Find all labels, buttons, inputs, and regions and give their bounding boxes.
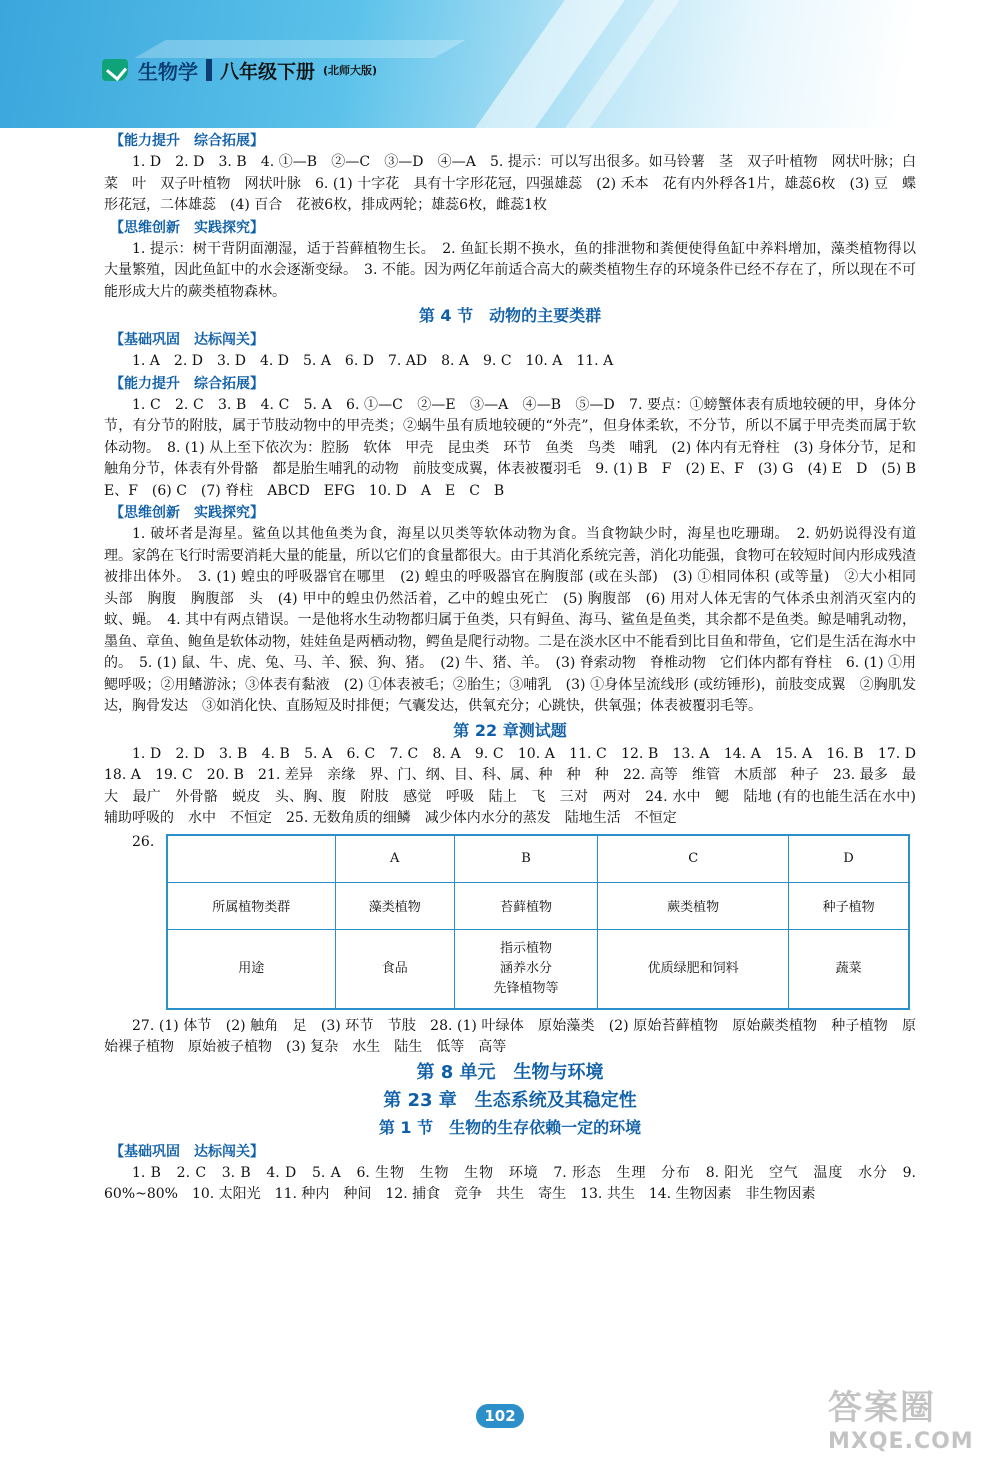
section-heading: 第 4 节 动物的主要类群 <box>418 306 602 325</box>
watermark-top: 答案圈 <box>828 1388 936 1428</box>
section-tag: 【能力提升 综合拓展】 <box>110 375 264 392</box>
section-tag: 【能力提升 综合拓展】 <box>110 133 264 149</box>
section-tag: 【思维创新 实践探究】 <box>110 505 264 521</box>
section-tag: 【基础巩固 达标闯关】 <box>110 332 264 348</box>
table-header-cell: B <box>454 835 597 883</box>
table-cell: 蔬菜 <box>789 929 909 1009</box>
table-header-cell: C <box>598 835 789 883</box>
answer-paragraph: 1. A 2. D 3. D 4. D 5. A 6. D 7. AD 8. A 9. C 10. A 11. A <box>132 353 614 369</box>
table-cell: 蕨类植物 <box>598 882 789 929</box>
subject-title: 生物学 <box>138 59 198 84</box>
section-tag: 【基础巩固 达标闯关】 <box>110 1143 264 1160</box>
section-heading: 第 22 章测试题 <box>453 720 567 740</box>
table-cell <box>454 929 597 1009</box>
table-row-header: 所属植物类群 <box>167 882 335 929</box>
section-heading: 第 1 节 生物的生存依赖一定的环境 <box>378 1117 642 1137</box>
q26-block <box>104 834 916 1010</box>
q26-label: 26. <box>132 833 155 850</box>
chapter-heading: 第 23 章 生态系统及其稳定性 <box>383 1089 637 1111</box>
watermark-bottom: MXQE.COM <box>828 1429 974 1454</box>
answer-paragraph: 1. D 2. D 3. B 4. B 5. A 6. C 7. C 8. A 9. C 10. A 11. C 12. B 13. A 14. A 15. A 16. B 17. D 18. A 19. C 20. B 21. 差异 亲缘 界、门、纲、目、科、属、种 种 种 22. 高等 维管 木质部 种子 23. 最多 最大 最广 外骨骼 蜕皮 头、胸、腹 附肢 感觉 呼吸 陆上 飞 三对 两对 24. 水中 鳃 陆地 (有的也能生活在水中) 辅助呼吸的 水中 不恒定 25. 无数角质的细鳞 减少体内水分的蒸发 陆地生活 不恒定 <box>104 745 930 826</box>
answer-paragraph: 1. B 2. C 3. B 4. D 5. A 6. 生物 生物 生物 环境 7. 形态 生理 分布 8. 阳光 空气 温度 水分 9. 60%~80% 10. 太阳光 11. 种内 种间 12. 捕食 竞争 共生 寄生 13. 共生 14. 生物因素 非生物因素 <box>104 1164 916 1202</box>
watermark-logo <box>828 1380 996 1454</box>
header-banner <box>0 0 1000 128</box>
header-divider <box>206 59 212 81</box>
answer-content <box>104 130 930 1206</box>
check-logo-icon <box>102 59 128 81</box>
table-cell: 食品 <box>335 929 454 1009</box>
plant-groups-table <box>166 834 910 1010</box>
table-cell: 优质绿肥和饲料 <box>598 929 789 1009</box>
answer-paragraph: 27. (1) 体节 (2) 触角 足 (3) 环节 节肢 28. (1) 叶绿体 原始藻类 (2) 原始苔藓植物 原始蕨类植物 种子植物 原始裸子植物 原始被子植物 (3) 复杂 水生 陆生 低等 高等 <box>104 1017 916 1055</box>
table-header-cell: D <box>789 835 909 883</box>
table-cell-line: 涵养水分 <box>500 960 553 976</box>
table-cell: 种子植物 <box>789 882 909 929</box>
answer-paragraph: 1. C 2. C 3. B 4. C 5. A 6. ①—C ②—E ③—A ④—B ⑤—D 7. 要点：①螃蟹体表有质地较硬的甲，身体分节，有分节的附肢，属于节肢动物中的甲壳类；②蜗牛虽有质地较硬的“外壳”，但身体柔软，不分节，所以不属于甲壳类而属于软体动物。 8. (1) 从上至下依次为：腔肠 软体 甲壳 昆虫类 环节 鱼类 鸟类 哺乳 (2) 体内有无脊柱 (3) 身体分节，足和触角分节，体表有外骨骼 都是胎生哺乳的动物 前肢变成翼，体表被覆羽毛 9. (1) B F (2) E、F (3) G (4) E D (5) B E、F (6) C (7) 脊柱 ABCD EFG 10. D A E C B <box>104 396 930 499</box>
table-header-cell: A <box>335 835 454 883</box>
table-header-cell <box>167 835 335 883</box>
table-cell-line: 先锋植物等 <box>493 980 559 996</box>
grade-title: 八年级下册 <box>220 60 316 83</box>
table-cell-line: 指示植物 <box>500 940 553 956</box>
table-cell: 苔藓植物 <box>454 882 597 929</box>
answer-paragraph: 1. 破坏者是海星。鲨鱼以其他鱼类为食，海星以贝类等软体动物为食。当食物缺少时，海星也吃珊瑚。 2. 奶奶说得没有道理。家鸽在飞行时需要消耗大量的能量，所以它们的食量都很大。由于其消化系统完善，消化功能强，食物可在较短时间内形成残渣被排出体外。 3. (1) 蝗虫的呼吸器官在哪里 (2) 蝗虫的呼吸器官在胸腹部 (或在头部) (3) ①相同体积 (或等量) ②大小相同 头部 胸腹 胸腹部 头 (4) 甲中的蝗虫仍然活着，乙中的蝗虫死亡 (5) 胸腹部 (6) 用对人体无害的气体杀虫剂消灭室内的蚊、蝇。 4. 其中有两点错误。一是他将水生动物都归属于鱼类，只有鲟鱼、海马、鲨鱼是鱼类，其余都不是鱼类。鲸是哺乳动物，墨鱼、章鱼、鲍鱼是软体动物，娃娃鱼是两栖动物，鳄鱼是爬行动物。二是在淡水区中不能看到比目鱼和带鱼，它们是生活在海水中的。 5. (1) 鼠、牛、虎、兔、马、羊、猴、狗、猪。 (2) 牛、猪、羊。 (3) 脊索动物 脊椎动物 它们体内都有脊柱 6. (1) ①用鳃呼吸；②用鳍游泳；③体表有黏液 (2) ①体表被毛；②胎生；③哺乳 (3) ①身体呈流线形 (或纺锤形)，前肢变成翼 ②胸肌发达，胸骨发达 ③如消化快、直肠短及时排便；气囊发达，供氧充分；心跳快，供氧强；体表被覆羽毛等。 <box>104 526 930 714</box>
edition-label: (北师大版) <box>323 64 378 77</box>
page-number: 102 <box>476 1404 524 1428</box>
book-header <box>102 56 377 84</box>
answer-paragraph: 1. D 2. D 3. B 4. ①—B ②—C ③—D ④—A 5. 提示：可以写出很多。如马铃薯 茎 双子叶植物 网状叶脉；白菜 叶 双子叶植物 网状叶脉 6. (1) 十字花 具有十字形花冠，四强雄蕊 (2) 禾本 花有内外稃各1片，雄蕊6枚 (3) 豆 蝶形花冠，二体雄蕊 (4) 百合 花被6枚，排成两轮；雄蕊6枚，雌蕊1枚 <box>104 154 916 213</box>
section-tag: 【思维创新 实践探究】 <box>110 219 264 236</box>
answer-sections <box>104 130 930 830</box>
chapter-heading: 第 8 单元 生物与环境 <box>416 1061 604 1083</box>
table-row-header: 用途 <box>167 929 335 1009</box>
table-cell: 藻类植物 <box>335 882 454 929</box>
answer-sections-continued <box>104 1016 916 1206</box>
answer-paragraph: 1. 提示：树干背阴面潮湿，适于苔藓植物生长。 2. 鱼缸长期不换水，鱼的排泄物和粪便使得鱼缸中养料增加，藻类植物得以大量繁殖，因此鱼缸中的水会逐渐变绿。 3. 不能。因为两亿年前适合高大的蕨类植物生存的环境条件已经不存在了，所以现在不可能形成大片的蕨类植物森林。 <box>104 240 916 300</box>
